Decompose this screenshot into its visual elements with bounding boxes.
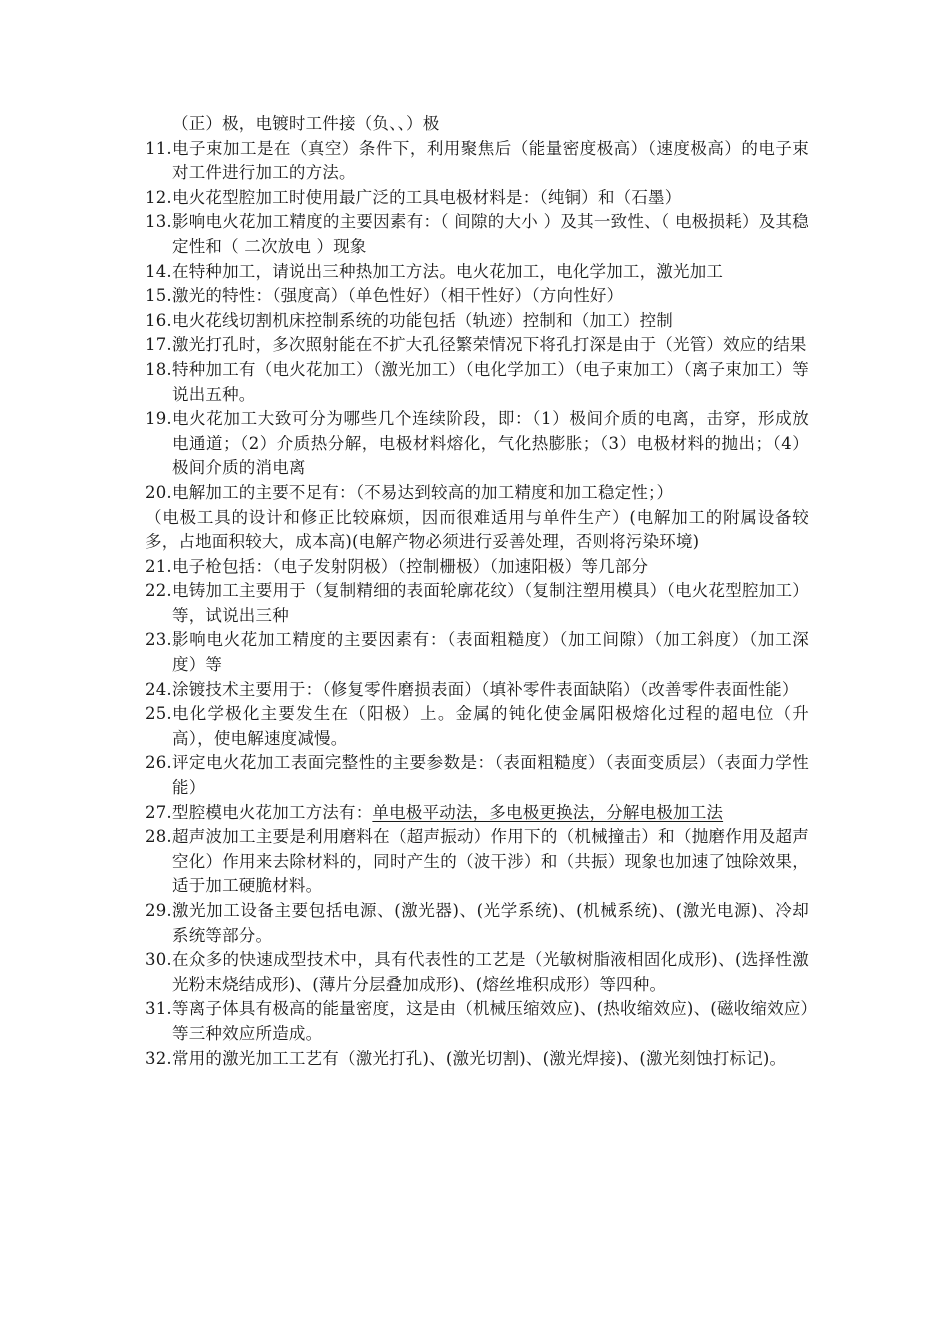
item-text: 激光打孔时，多次照射能在不扩大孔径繁荣情况下将孔打深是由于（光管）效应的结果 <box>172 335 807 355</box>
item-number: 15. <box>145 286 172 306</box>
list-item-22 <box>145 579 809 628</box>
item-text: 涂镀技术主要用于：（修复零件磨损表面）（填补零件表面缺陷）（改善零件表面性能） <box>172 679 799 699</box>
item-number: 30. <box>145 950 172 970</box>
item-text: 特种加工有（电火花加工）（激光加工）（电化学加工）（电子束加工）（离子束加工）等说出五种。 <box>172 359 809 404</box>
item-text: 电子枪包括：（电子发射阴极）（控制栅极）（加速阳极）等几部分 <box>172 556 649 576</box>
item-number: 14. <box>145 261 172 281</box>
item-text: 电子束加工是在（真空）条件下，利用聚焦后（能量密度极高）（速度极高）的电子束对工件进行加工的方法。 <box>172 138 809 183</box>
list-item-12 <box>145 186 809 211</box>
list-item-23 <box>145 628 809 677</box>
item-text: 评定电火花加工表面完整性的主要参数是：（表面粗糙度）（表面变质层）（表面力学性能） <box>172 753 809 798</box>
item-text: 超声波加工主要是利用磨料在（超声振动）作用下的（机械撞击）和（抛磨作用及超声空化）作用来去除材料的，同时产生的（波干涉）和（共振）现象也加速了蚀除效果，适于加工硬脆材料。 <box>172 827 809 896</box>
item-number: 21. <box>145 556 172 576</box>
item-20-continuation: （电极工具的设计和修正比较麻烦，因而很难适用与单件生产）(电解加工的附属设备较多，占地面积较大，成本高)(电解产物必须进行妥善处理，否则将污染环境) <box>145 507 809 552</box>
item-text: 激光加工设备主要包括电源、(激光器)、(光学系统)、(机械系统)、(激光电源)、冷却系统等部分。 <box>172 901 809 945</box>
item-number: 22. <box>145 581 172 601</box>
item-number: 32. <box>145 1048 172 1068</box>
item-number: 11. <box>145 138 172 158</box>
item-number: 27. <box>145 802 172 822</box>
item-text-prefix: 型腔模电火花加工方法有： <box>172 802 373 822</box>
item-number: 13. <box>145 212 172 232</box>
list-item-13 <box>145 210 809 259</box>
list-item-16 <box>145 309 809 334</box>
item-number: 20. <box>145 482 172 502</box>
list-item-19 <box>145 407 809 481</box>
item-number: 31. <box>145 999 172 1019</box>
item-number: 16. <box>145 310 172 330</box>
list-item-25 <box>145 702 809 751</box>
item-number: 19. <box>145 409 172 429</box>
item-text: 电解加工的主要不足有：（不易达到较高的加工精度和加工稳定性；） <box>172 482 674 502</box>
list-item-21 <box>145 555 809 580</box>
item-text: 电火花加工大致可分为哪些几个连续阶段，即：（1）极间介质的电离，击穿，形成放电通道；（2）介质热分解，电极材料熔化，气化热膨胀；（3）电极材料的抛出；（4）极间介质的消电离 <box>172 409 809 478</box>
item-number: 29. <box>145 901 172 920</box>
list-item-24 <box>145 678 809 703</box>
list-item-28 <box>145 825 809 899</box>
item-number: 24. <box>145 679 172 699</box>
item-text: 电化学极化主要发生在（阳极）上。金属的钝化使金属阳极熔化过程的超电位（升高），使电解速度减慢。 <box>172 704 809 748</box>
item-10-continuation: （正）极，电镀时工件接（负、、）极 <box>172 114 440 133</box>
item-number: 12. <box>145 187 172 207</box>
item-number: 25. <box>145 704 172 724</box>
list-item-20 <box>145 481 809 506</box>
item-text <box>172 801 809 826</box>
item-number: 28. <box>145 827 172 847</box>
list-item-32 <box>145 1047 809 1072</box>
item-number: 23. <box>145 630 172 650</box>
item-text: 影响电火花加工精度的主要因素有：（表面粗糙度）（加工间隙）（加工斜度）（加工深度）等 <box>172 630 809 675</box>
list-item-31 <box>145 997 809 1046</box>
list-item-30 <box>145 948 809 997</box>
item-text: 影响电火花加工精度的主要因素有：（ 间隙的大小 ）及其一致性、（ 电极损耗）及其稳定性和（ 二次放电 ）现象 <box>172 212 809 256</box>
item-text: 等离子体具有极高的能量密度，这是由（机械压缩效应)、(热收缩效应)、(磁收缩效应）等三种效应所造成。 <box>172 999 809 1043</box>
item-text: 电火花型腔加工时使用最广泛的工具电极材料是：（纯铜）和（石墨） <box>172 187 682 207</box>
list-item-18 <box>145 358 809 407</box>
item-text: 在特种加工，请说出三种热加工方法。电火花加工，电化学加工，激光加工 <box>172 261 724 281</box>
list-item-15 <box>145 284 809 309</box>
item-text: 常用的激光加工工艺有（激光打孔)、(激光切割)、(激光焊接)、(激光刻蚀打标记)。 <box>172 1048 787 1068</box>
list-item-17 <box>145 333 809 358</box>
item-text: 激光的特性：（强度高）（单色性好）（相干性好）（方向性好） <box>172 286 624 306</box>
item-number: 18. <box>145 359 172 379</box>
list-item-14 <box>145 260 809 285</box>
item-text: 电火花线切割机床控制系统的功能包括（轨迹）控制和（加工）控制 <box>172 310 673 330</box>
list-item-11 <box>145 137 809 186</box>
list-item-26 <box>145 751 809 800</box>
underlined-answer: 单电极平动法，多电极更换法，分解电极加工法 <box>372 802 724 822</box>
item-number: 17. <box>145 335 172 355</box>
item-text: 在众多的快速成型技术中，具有代表性的工艺是（光敏树脂液相固化成形)、(选择性激光粉末烧结成形)、(薄片分层叠加成形)、(熔丝堆积成形）等四种。 <box>172 950 809 994</box>
list-item-27 <box>145 801 809 826</box>
list-item-29 <box>145 899 809 948</box>
item-text: 电铸加工主要用于（复制精细的表面轮廓花纹）（复制注塑用模具）（电火花型腔加工）等，试说出三种 <box>172 581 809 625</box>
document-page <box>145 112 809 1071</box>
item-number: 26. <box>145 753 172 773</box>
